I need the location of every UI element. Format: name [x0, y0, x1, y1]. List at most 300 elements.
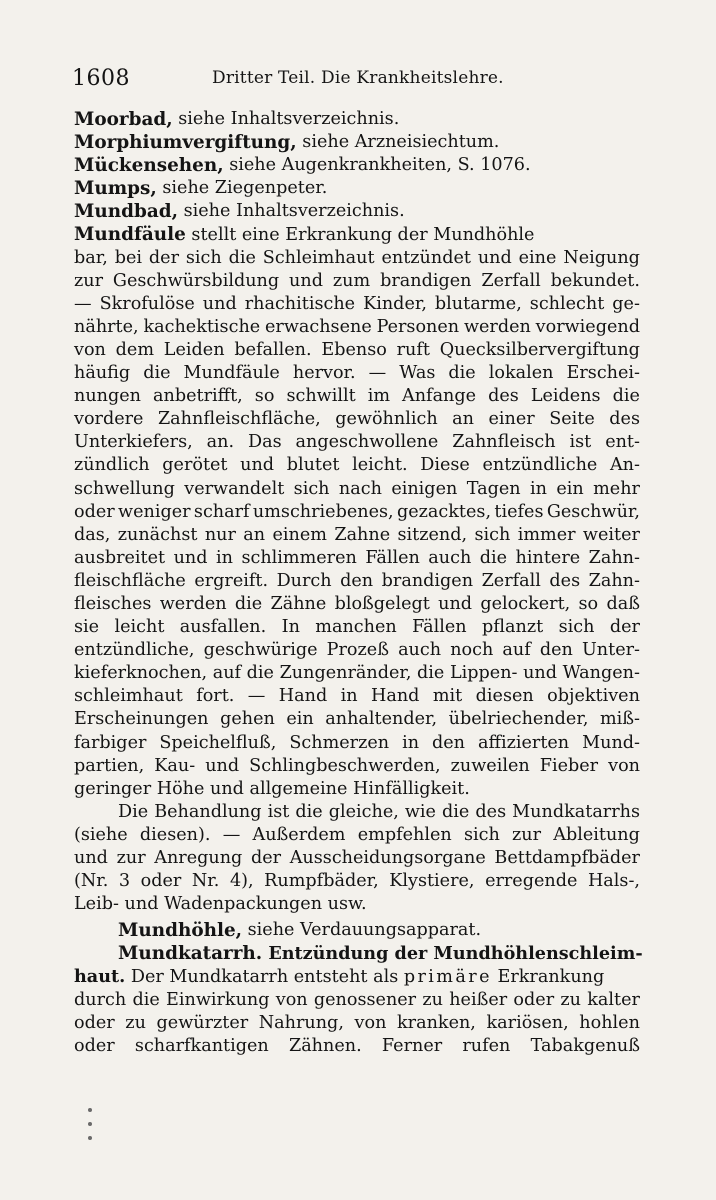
word: sich — [463, 824, 500, 845]
text-line — [74, 989, 640, 1012]
word: sich — [474, 524, 511, 545]
word: sich — [558, 617, 595, 638]
word: die — [234, 593, 263, 614]
word: Hals-, — [587, 871, 640, 892]
word: entzündet — [381, 247, 471, 268]
word: auch — [428, 547, 472, 568]
word: Seite — [549, 409, 595, 430]
word: Leidens — [530, 386, 601, 407]
text-line — [74, 893, 640, 916]
word: Hand — [371, 686, 420, 707]
word: zum — [332, 270, 371, 291]
word: schlecht — [529, 293, 605, 314]
word: an. — [206, 432, 235, 453]
entry-text: Der Mundkatarrh entsteht als — [125, 967, 404, 988]
word: kalter — [587, 989, 640, 1010]
word: ein — [556, 478, 584, 499]
entry-text: siehe Inhaltsverzeichnis. — [178, 201, 405, 222]
word: und — [210, 778, 244, 799]
word: Ableitung — [553, 824, 640, 845]
word: entzündliche — [482, 455, 598, 476]
word: nährte, — [74, 316, 139, 337]
word: partien, — [74, 755, 145, 776]
word: zu — [422, 989, 443, 1010]
word: des — [609, 409, 640, 430]
word: Anfange — [402, 386, 477, 407]
word: werden — [463, 316, 531, 337]
word: schlimmeren — [241, 547, 357, 568]
word: Wangen- — [562, 663, 640, 684]
word: Wadenpackungen — [164, 894, 323, 915]
text-line — [74, 593, 640, 616]
word: schwillt — [286, 386, 356, 407]
word: bar, — [74, 247, 108, 268]
word: bei — [114, 247, 143, 268]
word: schwellung — [74, 478, 175, 499]
word: bekundet. — [550, 270, 640, 291]
word: ge- — [612, 293, 640, 314]
word: gleiche, — [328, 801, 399, 822]
word: die — [228, 247, 256, 268]
word: die — [448, 363, 476, 384]
word: heißer — [449, 989, 508, 1010]
word: einigen — [391, 478, 458, 499]
emphasized-word: primäre — [403, 967, 492, 988]
word: ruft — [396, 339, 430, 360]
mundkatarrh-line-2 — [74, 965, 640, 988]
text-line — [74, 339, 640, 362]
word: die — [479, 547, 508, 568]
text-line — [74, 247, 640, 270]
word: an — [452, 409, 474, 430]
text-line — [74, 824, 640, 847]
word: ist — [267, 801, 290, 822]
word: Bettdampfbäder — [494, 848, 640, 868]
word: manchen — [315, 617, 397, 638]
word: Erschei- — [566, 363, 640, 384]
word: Rumpfbäder, — [264, 871, 379, 892]
word: In — [281, 617, 300, 638]
word: Quecksilbervergiftung — [439, 339, 640, 360]
entry-headword: Mundhöhle, — [118, 920, 243, 942]
word: blutarme, — [434, 293, 522, 314]
word: sitzend, — [397, 524, 468, 545]
text-line — [74, 316, 640, 339]
word: leicht — [114, 617, 165, 638]
word: lokalen — [488, 363, 554, 384]
text-line — [74, 662, 640, 685]
word: geschwürige — [203, 640, 318, 661]
word: zu — [560, 989, 581, 1010]
word: Personen — [376, 316, 460, 337]
word: Zahn- — [588, 570, 640, 591]
word: 3 — [118, 871, 131, 892]
word: die — [246, 663, 274, 684]
entry-text: siehe Augenkrankheiten, S. 1076. — [223, 155, 531, 176]
word: Skrofulöse — [99, 293, 195, 314]
word: auf — [502, 640, 531, 661]
word: und — [124, 894, 159, 915]
word: scharf — [193, 501, 250, 522]
word: miß- — [599, 709, 640, 730]
word: kieferknochen, — [74, 663, 208, 684]
word: dem — [115, 339, 155, 360]
word: Mundkatarrhs — [512, 801, 640, 822]
text-line — [74, 778, 640, 801]
word: werden — [159, 593, 227, 614]
text-line — [74, 708, 640, 731]
word: einem — [272, 524, 327, 545]
word: zündlich — [74, 455, 150, 476]
text-line — [74, 801, 640, 824]
word: Das — [247, 432, 282, 453]
entry-headword: Mundbad, — [74, 201, 178, 223]
word: kariösen, — [486, 1012, 569, 1033]
word: in — [340, 686, 358, 707]
word: schleimhaut — [74, 686, 183, 707]
word: diesen — [475, 686, 534, 707]
entry-headword: Morphiumvergiftung, — [74, 132, 297, 154]
entry-mumps — [74, 177, 640, 200]
text-line — [74, 454, 640, 477]
word: verwandelt — [184, 478, 285, 499]
entry-text: siehe Verdauungsapparat. — [242, 920, 482, 941]
word: und — [74, 848, 108, 868]
entry-text: siehe Arzneisiechtum. — [296, 132, 500, 153]
word: Einwirkung — [166, 989, 270, 1010]
word: Zahnfleisch — [452, 432, 556, 453]
word: hintere — [515, 547, 581, 568]
word: Geschwür, — [546, 501, 640, 522]
word: ausfallen. — [179, 617, 267, 638]
mundkatarrh-paragraph — [74, 989, 640, 1058]
word: Lippen- — [449, 663, 518, 684]
word: und — [523, 663, 558, 684]
word: Zahn- — [588, 547, 640, 568]
word: in — [216, 547, 233, 568]
word: Schlingbeschwerden, — [249, 755, 441, 776]
word: einer — [488, 409, 535, 430]
word: mehr — [593, 478, 640, 499]
word: weiter — [582, 524, 640, 545]
word: — — [74, 293, 92, 314]
word: und — [173, 547, 208, 568]
word: gerötet — [162, 455, 228, 476]
text-line — [74, 685, 640, 708]
word: Fieber — [539, 755, 599, 776]
word: Zerfall — [481, 270, 541, 291]
word: Prozeß — [326, 640, 389, 661]
word: Hinfälligkeit. — [353, 778, 470, 799]
entry-text: Erkrankung — [491, 967, 605, 988]
page-number: 1608 — [72, 66, 130, 91]
word: sich — [185, 247, 222, 268]
word: hohlen — [579, 1012, 640, 1033]
word: zur — [74, 270, 104, 291]
word: anhaltender, — [325, 709, 438, 730]
word: 4), — [229, 871, 254, 892]
word: Tabakgenuß — [530, 1035, 640, 1056]
text-line — [74, 385, 640, 408]
text-line — [74, 755, 640, 778]
word: die — [132, 989, 160, 1010]
text-line — [74, 408, 640, 431]
word: sie — [74, 617, 100, 638]
word: sich — [293, 478, 330, 499]
word: gewöhnlich — [335, 409, 438, 430]
word: ist — [569, 432, 592, 453]
word: entzündliche, — [74, 640, 195, 661]
word: durch — [74, 989, 127, 1010]
entry-text: stellt eine Erkrankung der Mundhöhle — [185, 225, 535, 246]
text-line — [74, 478, 640, 501]
word: oder — [513, 989, 555, 1010]
word: leicht. — [352, 455, 408, 476]
word: den — [340, 570, 374, 591]
margin-dot — [88, 1108, 92, 1112]
word: so — [254, 386, 275, 407]
word: daß — [606, 593, 640, 614]
word: zur — [512, 824, 542, 845]
word: Höhe — [156, 778, 205, 799]
word: Fällen — [412, 617, 467, 638]
word: Ausscheidungsorgane — [289, 848, 486, 868]
word: Mund- — [582, 732, 640, 753]
word: usw. — [327, 894, 367, 915]
text-line — [74, 1012, 640, 1035]
word: Neigung — [563, 247, 640, 268]
word: Kau- — [154, 755, 196, 776]
entry-morphiumvergiftung — [74, 131, 640, 154]
word: Ferner — [381, 1035, 443, 1056]
word: des — [488, 386, 519, 407]
word: (Nr. — [74, 871, 109, 892]
word: eine — [518, 247, 557, 268]
word: Behandlung — [154, 801, 262, 822]
text-line — [74, 547, 640, 570]
word: (siehe — [74, 824, 128, 845]
word: diesen). — [139, 824, 211, 845]
word: der — [250, 848, 282, 868]
word: objektiven — [547, 686, 640, 707]
word: der — [148, 247, 179, 268]
word: oder — [74, 1012, 115, 1033]
word: des — [549, 570, 581, 591]
text-line — [74, 616, 640, 639]
word: vordere — [74, 409, 144, 430]
text-line — [74, 293, 640, 316]
text-line — [74, 870, 640, 893]
entry-subhead: Entzündung der Mundhöhlenschleim- — [262, 943, 643, 965]
word: den — [539, 640, 573, 661]
text-line — [74, 431, 640, 454]
margin-dot — [88, 1122, 92, 1126]
word: Mundfäule — [183, 363, 280, 384]
word: Die — [118, 801, 149, 822]
word: die — [295, 801, 323, 822]
word: angeschwollene — [295, 432, 439, 453]
word: affizierten — [477, 732, 570, 753]
word: pflanzt — [482, 617, 544, 638]
word: Hand — [278, 686, 328, 707]
word: gewürzter — [156, 1012, 249, 1033]
word: die — [143, 363, 171, 384]
word: vorwiegend — [535, 316, 640, 337]
word: Geschwürsbildung — [112, 270, 280, 291]
word: der — [609, 617, 640, 638]
word: ein — [286, 709, 314, 730]
word: Unter- — [581, 640, 640, 661]
word: Diese — [420, 455, 470, 476]
word: übelriechender, — [448, 709, 589, 730]
word: auch — [398, 640, 442, 661]
word: gezacktes, — [396, 501, 492, 522]
word: und — [240, 455, 275, 476]
entry-text: siehe Inhaltsverzeichnis. — [172, 109, 400, 129]
entry-text: siehe Ziegenpeter. — [156, 178, 328, 199]
word: rhachitische — [244, 293, 356, 314]
word: oder — [74, 1035, 115, 1056]
entry-subhead-end: haut. — [74, 966, 126, 988]
word: ergreift. — [194, 570, 269, 591]
word: die — [612, 386, 640, 407]
word: mit — [432, 686, 463, 707]
word: — — [247, 686, 266, 707]
word: Speichelfluß, — [159, 732, 277, 753]
word: Durch — [276, 570, 332, 591]
word: Unterkiefers, — [74, 432, 193, 453]
word: Klystiere, — [389, 871, 475, 892]
entry-headword: Moorbad, — [74, 109, 173, 130]
word: ent- — [605, 432, 640, 453]
word: von — [354, 1012, 387, 1033]
word: blutet — [286, 455, 340, 476]
word: zu — [125, 1012, 146, 1033]
margin-dot — [88, 1136, 92, 1140]
word: befallen. — [234, 339, 312, 360]
word: fleischfläche — [74, 570, 186, 591]
word: farbiger — [74, 732, 147, 753]
text-line — [74, 732, 640, 755]
word: noch — [450, 640, 494, 661]
word: gelockert, — [480, 593, 571, 614]
word: Zungenränder, — [279, 663, 412, 684]
mundfaeule-treatment-paragraph — [74, 801, 640, 916]
word: in — [402, 732, 420, 753]
word: Tagen — [466, 478, 521, 499]
word: und — [477, 247, 512, 268]
word: Schleimhaut — [262, 247, 375, 268]
page-header — [72, 66, 672, 96]
word: so — [578, 593, 599, 614]
word: des — [475, 801, 507, 822]
word: hervor. — [292, 363, 356, 384]
word: An- — [609, 455, 640, 476]
word: nungen — [74, 386, 141, 407]
word: brandigen — [381, 570, 474, 591]
word: zur — [116, 848, 146, 868]
word: wie — [404, 801, 436, 822]
text-line — [74, 570, 640, 593]
word: — — [222, 824, 241, 845]
word: geringer — [74, 778, 152, 799]
text-line — [74, 1035, 640, 1058]
word: oder — [74, 501, 115, 522]
word: ausbreitet — [74, 547, 166, 568]
word: Anregung — [154, 848, 243, 868]
word: Kinder, — [363, 293, 427, 314]
entry-headword: Mundkatarrh. — [118, 943, 263, 965]
word: fleisches — [74, 593, 152, 614]
word: gehen — [220, 709, 275, 730]
word: Fällen — [365, 547, 420, 568]
word: allgemeine — [249, 778, 348, 799]
word: Erscheinungen — [74, 709, 209, 730]
word: das, — [74, 524, 111, 545]
word: kranken, — [397, 1012, 476, 1033]
word: scharfkantigen — [134, 1035, 269, 1056]
word: auf — [212, 663, 242, 684]
entry-headword: Mundfäule — [74, 224, 186, 246]
word: und — [289, 270, 323, 291]
text-line — [74, 501, 640, 524]
text-line — [74, 524, 640, 547]
word: und — [438, 593, 473, 614]
word: Zähnen. — [288, 1035, 362, 1056]
word: empfehlen — [357, 824, 452, 845]
entry-moorbad — [74, 108, 640, 131]
entry-mueckensehen — [74, 154, 640, 177]
word: Außerdem — [252, 824, 346, 845]
word: Nr. — [191, 871, 220, 892]
word: und — [202, 293, 237, 314]
page-body — [74, 108, 643, 1058]
word: Leib- — [74, 894, 119, 915]
word: erwachsene — [265, 316, 372, 337]
word: oder — [140, 871, 182, 892]
word: von — [74, 339, 106, 360]
word: rufen — [462, 1035, 511, 1056]
word: an — [243, 524, 266, 545]
word: und — [205, 755, 240, 776]
word: zunächst — [117, 524, 198, 545]
word: tiefes — [494, 501, 544, 522]
entry-headword: Mückensehen, — [74, 155, 224, 177]
word: nur — [204, 524, 236, 545]
word: kachektische — [143, 316, 261, 337]
margin-marks — [86, 1108, 94, 1158]
word: Ebenso — [321, 339, 387, 360]
text-line — [74, 362, 640, 385]
word: Zerfall — [481, 570, 541, 591]
word: Zähne — [270, 593, 327, 614]
mundfaeule-line-1 — [74, 223, 640, 246]
word: bloßgelegt — [334, 593, 430, 614]
entry-mundbad — [74, 200, 640, 223]
word: Was — [399, 363, 436, 384]
word: anbetrifft, — [153, 386, 243, 407]
word: genossener — [313, 989, 417, 1010]
word: brandigen — [380, 270, 472, 291]
word: zuweilen — [450, 755, 530, 776]
word: im — [367, 386, 390, 407]
word: die — [442, 801, 470, 822]
word: Schmerzen — [289, 732, 390, 753]
word: in — [529, 478, 547, 499]
word: nach — [338, 478, 382, 499]
word: Nahrung, — [258, 1012, 344, 1033]
mundfaeule-paragraph — [74, 247, 640, 801]
